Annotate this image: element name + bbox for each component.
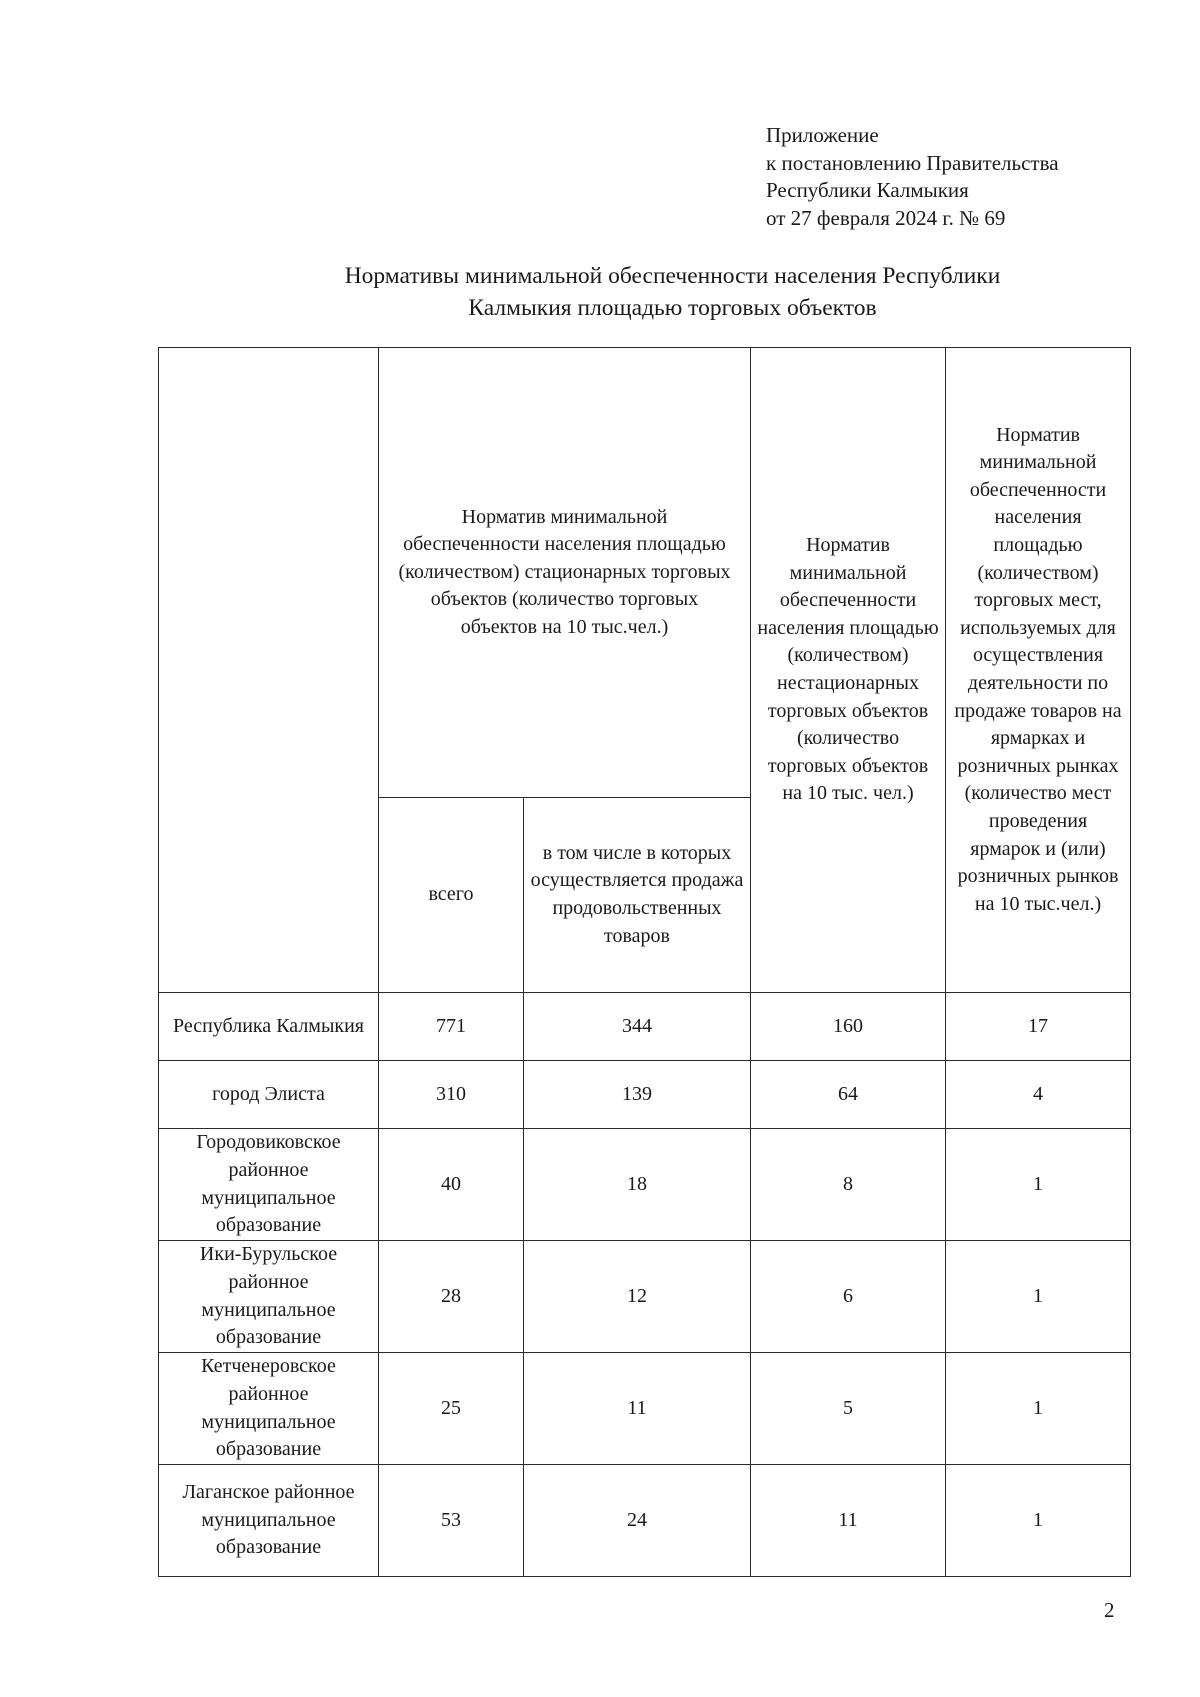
- title-line: Калмыкия площадью торговых объектов: [468, 295, 877, 321]
- appendix-line: Приложение: [766, 123, 879, 147]
- appendix-line: от 27 февраля 2024 г. № 69: [766, 205, 1006, 230]
- row-name: Республика Калмыкия: [159, 993, 379, 1061]
- appendix-line: к постановлению Правительства: [766, 150, 1059, 175]
- table-row: [159, 1465, 1131, 1577]
- cell-nonstationary: 11: [751, 1465, 946, 1577]
- cell-fairs: 1: [946, 1465, 1131, 1577]
- header-row: [159, 348, 1131, 798]
- appendix-block: [766, 122, 1059, 232]
- cell-nonstationary: 64: [751, 1061, 946, 1129]
- row-name: Кетченеровское районное муниципальное образование: [159, 1353, 379, 1465]
- cell-nonstationary: 8: [751, 1129, 946, 1241]
- cell-total: 28: [379, 1241, 524, 1353]
- cell-fairs: 1: [946, 1129, 1131, 1241]
- row-name: Городовиковское районное муниципальное образование: [159, 1129, 379, 1241]
- cell-food: 344: [524, 993, 751, 1061]
- cell-total: 25: [379, 1353, 524, 1465]
- table-row: [159, 993, 1131, 1061]
- appendix-line: Республики Калмыкия: [766, 178, 969, 202]
- row-name: город Элиста: [159, 1061, 379, 1129]
- cell-total: 53: [379, 1465, 524, 1577]
- table-row: [159, 1061, 1131, 1129]
- cell-fairs: 1: [946, 1353, 1131, 1465]
- norms-table: [158, 347, 1131, 1577]
- table-row: [159, 1129, 1131, 1241]
- cell-total: 771: [379, 993, 524, 1061]
- row-name: Лаганское районное муниципальное образование: [159, 1465, 379, 1577]
- header-fairs: Норматив минимальной обеспеченности населения площадью (количеством) торговых мест, используемых для осуществления деятельности по продаже товаров на ярмарках и розничных рынках (количество мест проведения ярмарок и (или) розничных рынков на 10 тыс.чел.): [946, 348, 1131, 993]
- cell-fairs: 17: [946, 993, 1131, 1061]
- cell-nonstationary: 160: [751, 993, 946, 1061]
- cell-fairs: 1: [946, 1241, 1131, 1353]
- document-title: [160, 260, 1185, 324]
- table-row: [159, 1241, 1131, 1353]
- title-line: Нормативы минимальной обеспеченности населения Республики: [344, 263, 1001, 289]
- cell-total: 310: [379, 1061, 524, 1129]
- header-food: в том числе в которых осуществляется продажа продовольственных товаров: [524, 798, 751, 993]
- row-name: Ики-Бурульское районное муниципальное образование: [159, 1241, 379, 1353]
- cell-food: 11: [524, 1353, 751, 1465]
- cell-food: 24: [524, 1465, 751, 1577]
- cell-food: 12: [524, 1241, 751, 1353]
- cell-food: 139: [524, 1061, 751, 1129]
- page-number: 2: [1104, 1598, 1115, 1622]
- cell-nonstationary: 5: [751, 1353, 946, 1465]
- header-empty-cell: [159, 348, 379, 993]
- header-nonstationary: Норматив минимальной обеспеченности населения площадью (количеством) нестационарных торговых объектов (количество торговых объектов на 10 тыс. чел.): [751, 348, 946, 993]
- cell-total: 40: [379, 1129, 524, 1241]
- header-stationary: Норматив минимальной обеспеченности населения площадью (количеством) стационарных торговых объектов (количество торговых объектов на 10 тыс.чел.): [379, 348, 751, 798]
- table-row: [159, 1353, 1131, 1465]
- cell-fairs: 4: [946, 1061, 1131, 1129]
- header-total: всего: [379, 798, 524, 993]
- cell-food: 18: [524, 1129, 751, 1241]
- cell-nonstationary: 6: [751, 1241, 946, 1353]
